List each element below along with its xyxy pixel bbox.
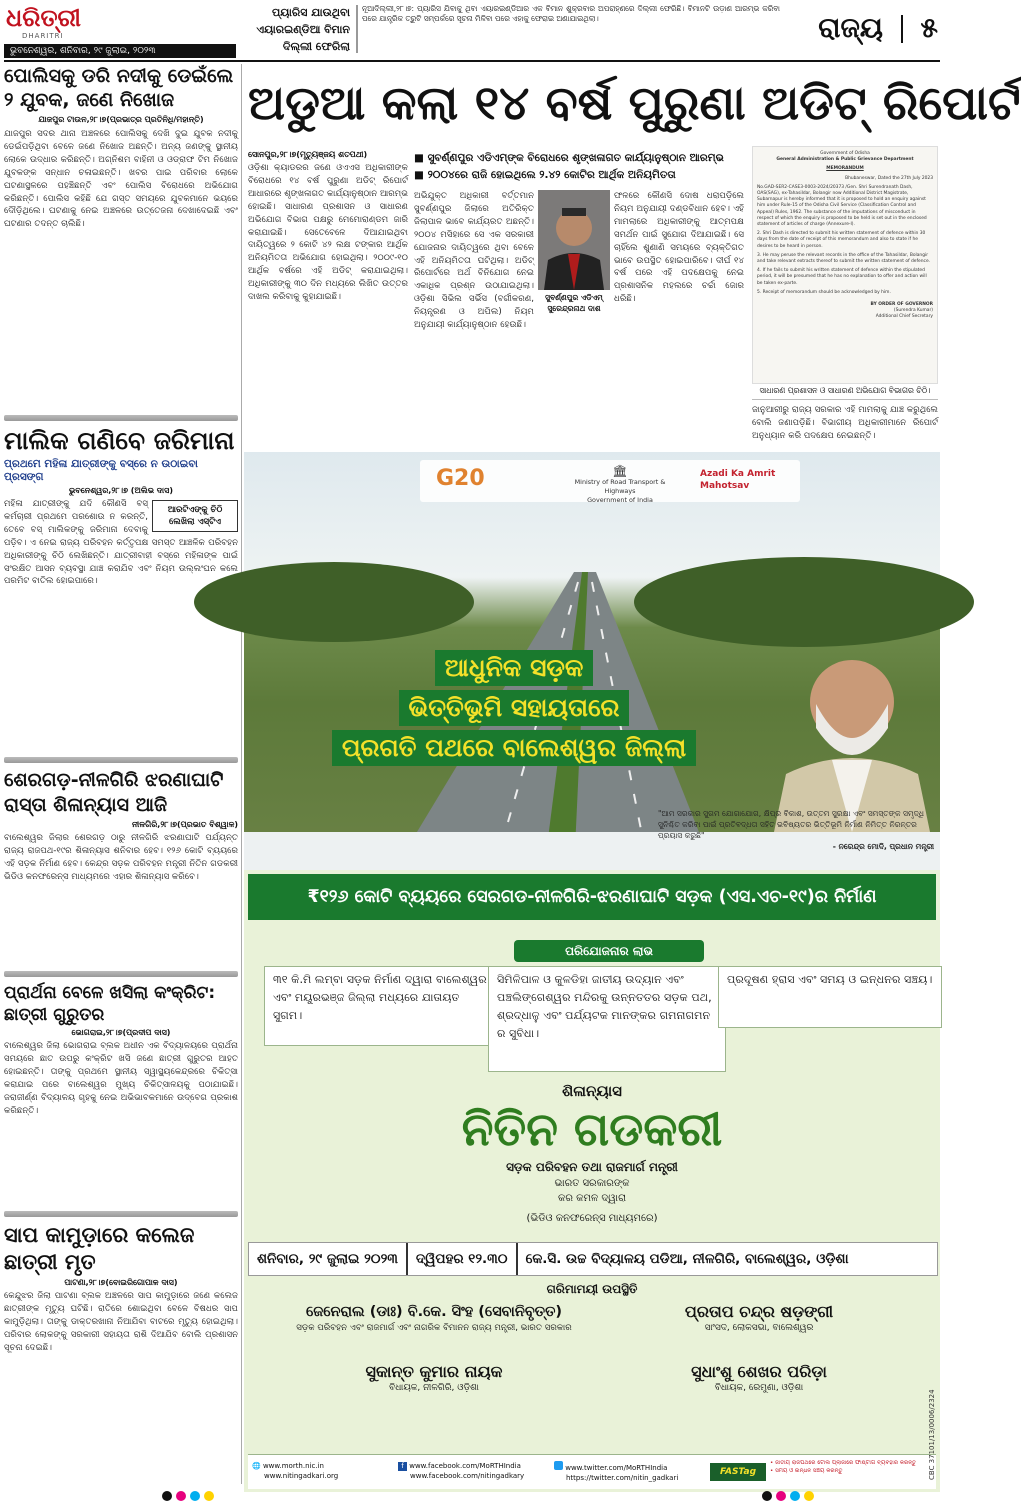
globe-icon: 🌐 <box>252 1462 261 1470</box>
via-video: (ଭିଡିଓ କନଫରେନ୍ସ ମାଧ୍ୟମରେ) <box>526 1213 658 1224</box>
memo-caption: ସାଧାରଣ ପ୍ରଶାସନ ଓ ସାଧାରଣ ଅଭିଯୋଗ ବିଭାଗର ଚିଠି। <box>752 386 938 400</box>
memo-gov: Government of Odisha <box>820 151 870 156</box>
person-photo-icon <box>538 190 610 290</box>
pm-portrait <box>764 632 934 832</box>
benefit-card: ସିମିଳିପାଳ ଓ କୁଳଡିହା ଜାତୀୟ ଉଦ୍ୟାନ ଏବଂ ପଞ୍ଚଲିଙ୍ଗେଶ୍ୱର ମନ୍ଦିରକୁ ଉନ୍ନତତର ସଡ଼କ ପଥ, ଶ୍ରଦ୍ଧାଳୁ ଏବଂ ପର୍ଯ୍ୟଟକ ମାନଙ୍କର ଗମନାଗମନ ର ସୁବିଧା। <box>488 966 726 1072</box>
memo-para: 5. Receipt of memorandum should be acknowledged by him. <box>757 289 891 295</box>
memo-para: 3. He may peruse the relevant records in the office of the Tahasildar, Bolangir and take relevant extracts thereof to submit the written statement of defence. <box>757 252 931 265</box>
story-headline <box>4 768 238 818</box>
guest-card <box>604 1302 914 1352</box>
web-link[interactable]: www.nitingadkari.org <box>264 1472 339 1480</box>
guest-name: ଜେନେରାଲ (ଡାଃ) ବି.କେ. ସିଂହ (ସେବାନିବୃତ୍ତ) <box>305 1304 563 1320</box>
minister-title: ସଡ଼କ ପରିବହନ ତଥା ରାଜମାର୍ଗ ମନ୍ତ୍ରୀ <box>506 1160 678 1174</box>
section-name: ରାଜ୍ୟ <box>818 11 884 44</box>
memo-title: MEMORANDUM <box>826 166 864 172</box>
guest-name: ସୁଧାଂଶୁ ଶେଖର ପରିଡ଼ା <box>691 1362 827 1381</box>
hero-line: ଆଧୁନିକ ସଡ଼କ <box>435 650 594 686</box>
ad-hero <box>244 452 940 870</box>
masthead-logo <box>6 4 106 44</box>
ad-footer <box>248 1454 936 1489</box>
story-dateline: ଭୁବନେଶ୍ୱର,୨୮।୭ (ଅଲିଭ ଦାସ) <box>68 486 174 495</box>
story-dateline: ପାଟଣା,୨୮।୭(ବୋଇରିଗୋପାଳ ଦାସ) <box>64 1278 178 1287</box>
lead-dateline: ସୋନପୁର,୨୮।୭(ମୃତ୍ୟୁଞ୍ଜୟ ଶତପଥୀ) <box>248 150 368 159</box>
quote-author: - ନରେନ୍ଦ୍ର ମୋଦି, ପ୍ରଧାନ ମନ୍ତ୍ରୀ <box>832 842 934 851</box>
benefit-card: ୩୧ କି.ମି ଲମ୍ବା ସଡ଼କ ନିର୍ମାଣ ଦ୍ୱାରା ବାଲେଶ୍ୱର ଏବଂ ମୟୂରଭଞ୍ଜ ଜିଲ୍ଲା ମଧ୍ୟରେ ଯାତାୟତ ସୁଗମ। <box>264 966 496 1046</box>
teaser-body: ନୂଆଦିଲ୍ଲୀ,୨୮।୭: ପ୍ୟାରିସ ଯିବାକୁ ଥିବା ଏୟାରଇଣ୍ଡିଆର ଏକ ବିମାନ ଶୁକ୍ରବାର ଅପରାହ୍ଣରେ ଦିଲ୍ଲୀ ଫେରିଛି। ବିମାନଟି ଉଡ଼ାଣ ଆରମ୍ଭ କରିବା ପରେ ଯାନ୍ତ୍ରିକ ତ୍ରୁଟି ସମ୍ପର୍କରେ ସୂଚନା ମିଳିବା ପରେ ଏହାକୁ ଫେରାଇ ଅଣାଯାଇଥିଲା। <box>362 4 780 24</box>
story-divider <box>4 415 238 421</box>
lead-headline: ଅଡୁଆ କଲା ୧୪ ବର୍ଷ ପୁରୁଣା ଅଡିଟ୍ ରିପୋର୍ଟ <box>248 76 1021 131</box>
fastag-note: • ସମୟ ଓ ଇନ୍ଧନ ସଞ୍ଚୟ କରନ୍ତୁ <box>770 1468 843 1474</box>
ministry-name: Ministry of Road Transport & Highways <box>574 478 666 495</box>
ad-logo-strip <box>420 460 800 502</box>
guest-card <box>274 1302 594 1352</box>
guest-role: ବିଧାୟକ, ରେମୁଣା, ଓଡ଼ିଶା <box>714 1383 804 1393</box>
headline-line: ରାସ୍ତା ଶିଳାନ୍ୟାସ ଆଜି <box>4 794 168 816</box>
lead-kicker: ■ ସୁବର୍ଣ୍ଣପୁର ଏଡିଏମ୍‌ଙ୍କ ବିରୋଧରେ ଶୃଙ୍ଖଳାଗତ କାର୍ଯ୍ୟାନୁଷ୍ଠାନ ଆରମ୍ଭ <box>414 152 724 164</box>
twitter-link[interactable]: www.twitter.com/MoRTHIndia <box>565 1464 668 1472</box>
ad-details <box>244 870 940 1492</box>
memo-para: 4. If he fails to submit his written statement of defence within the stipulated period, it will be presumed that he has no explanation to offer and action will be taken ex-parte. <box>757 268 927 286</box>
facebook-link[interactable]: www.facebook.com/MoRTHIndia <box>409 1462 521 1470</box>
reg-dot <box>762 1491 772 1501</box>
pm-quote <box>658 808 934 862</box>
emblem-icon: 🏛 <box>612 464 628 478</box>
guest-card <box>274 1362 594 1406</box>
story-headline <box>4 64 238 112</box>
teaser-line: ପ୍ୟାରିସ ଯାଉଥିବା <box>272 6 350 19</box>
event-date: ଶନିବାର, ୨୯ ଜୁଲାଇ ୨୦୨୩ <box>249 1243 408 1275</box>
story-headline: ସାପ କାମୁଡ଼ାରେ କଲେଜ ଛାତ୍ରୀ ମୃତ <box>4 1223 195 1274</box>
teaser-line: ଦିଲ୍ଲୀ ଫେରିଲା <box>282 40 350 53</box>
story-body: ବାଲେଶ୍ୱର ଜିଲା ଭୋଗରାଇ ବ୍ଲକ ଅଧୀନ ଏକ ବିଦ୍ୟାଳୟରେ ପ୍ରାର୍ଥନା ସମୟରେ ଛାତ ଉପରୁ କଂକ୍ରିଟ ଖସି ଜଣେ ଛାତ୍ରୀ ଗୁରୁତର ଆହତ ହୋଇଛନ୍ତି। ତାଙ୍କୁ ପ୍ରଥମେ ସ୍ଥାନୀୟ ସ୍ୱାସ୍ଥ୍ୟକେନ୍ଦ୍ରରେ ଚିକିତ୍ସା କରାଯାଇ ପରେ ବାଲେଶ୍ୱର ମୁଖ୍ୟ ଚିକିତ୍ସାଳୟକୁ ପଠାଯାଇଛି। ଜରାଜୀର୍ଣ୍ଣ ବିଦ୍ୟାଳୟ ଗୃହକୁ ନେଇ ଅଭିଭାବକମାନେ ଉଦ୍‌ବେଗ ପ୍ରକାଶ କରିଛନ୍ତି। <box>4 1041 238 1116</box>
reg-dot <box>162 1491 172 1501</box>
event-venue: କେ.ସି. ଉଚ୍ଚ ବିଦ୍ୟାଳୟ ପଡିଆ, ନୀଳଗିରି, ବାଲେଶ୍ୱର, ଓଡ଼ିଶା <box>525 1251 849 1267</box>
memo-order: BY ORDER OF GOVERNOR <box>870 302 933 308</box>
ministry-logo <box>565 464 675 505</box>
story-body: କେନ୍ଦୁଝର ଜିଲା ପାଟଣା ବ୍ଲକ ଅଞ୍ଚଳରେ ସାପ କାମୁଡ଼ାରେ ଜଣେ କଲେଜ ଛାତ୍ରୀଙ୍କ ମୃତ୍ୟୁ ଘଟିଛି। ରାତିରେ ଶୋଇଥିବା ବେଳେ ବିଷଧର ସାପ କାମୁଡ଼ିଥିଲା। ତାଙ୍କୁ ଡାକ୍ତରଖାନା ନିଆଯିବା ବାଟରେ ମୃତ୍ୟୁ ହୋଇଥିଲା। ପରିବାର ଲୋକଙ୍କୁ ସରକାରୀ ସହାୟତା ରାଶି ଦିଆଯିବ ବୋଲି ପ୍ରଶାସନ ସୂଚନା ଦେଇଛି। <box>4 1291 238 1353</box>
adm-photo <box>538 190 610 290</box>
fastag-logo: FASTag <box>710 1463 766 1481</box>
hero-line: ଭିତ୍ତିଭୂମି ସହାୟତାରେ <box>399 690 630 726</box>
story-road-foundation <box>4 768 238 970</box>
event-details-bar <box>248 1242 938 1276</box>
lead-body-col4: ଫଳରେ କୌଣସି ଦୋଷ ଧରାପଡ଼ିଲେ ନିୟମ ଅନୁଯାୟୀ ଦଣ୍ଡବିଧାନ ହେବ। ଏହି ମାମଲାରେ ଅଧିକାରୀଙ୍କୁ ଆତ୍ମପକ୍ଷ ସମର୍ଥନ ପାଇଁ ସୁଯୋଗ ଦିଆଯାଇଛି। ସେ ଚାହିଁଲେ ଶୁଣାଣି ସମୟରେ ବ୍ୟକ୍ତିଗତ ଭାବେ ଉପସ୍ଥିତ ହୋଇପାରିବେ। ଦୀର୍ଘ ୧୪ ବର୍ଷ ପରେ ଏହି ପଦକ୍ଷେପକୁ ନେଇ ପ୍ରଶାସନିକ ମହଲରେ ଚର୍ଚ୍ଚା ଜୋର ଧରିଛି। <box>614 191 744 305</box>
reg-dot <box>804 1491 814 1501</box>
lead-body-col2: ଅଭିଯୁକ୍ତ ଅଧିକାରୀ ବର୍ତ୍ତମାନ ସୁବର୍ଣ୍ଣପୁର ଜିଲାରେ ଅତିରିକ୍ତ ଜିଲାପାଳ ଭାବେ କାର୍ଯ୍ୟରତ ଅଛନ୍ତି। ୨୦୦୪ ମସିହାରେ ସେ ଏକ ସରକାରୀ ଯୋଜନାର ଦାୟିତ୍ୱରେ ଥିବା ବେଳେ ଏହି ଅନିୟମିତତା ଘଟିଥିଲା। ଅଡିଟ୍ ରିପୋର୍ଟରେ ଅର୍ଥ ବିନିଯୋଗ ନେଇ ଏକାଧିକ ପ୍ରଶ୍ନ ଉଠାଯାଇଥିଲା। ଓଡ଼ିଶା ସିଭିଲ ସର୍ଭିସ (ବର୍ଗୀକରଣ, ନିୟନ୍ତ୍ରଣ ଓ ଅପିଲ) ନିୟମ ଅନୁଯାୟୀ କାର୍ଯ୍ୟାନୁଷ୍ଠାନ ହେଉଛି। <box>414 191 534 331</box>
guest-role: ସାଂସଦ, ଲୋକସଭା, ବାଲେଶ୍ୱର <box>704 1323 814 1333</box>
reg-dot <box>776 1491 786 1501</box>
quote-text: "ଆମ ସରକାର ସୁଗମ ଯୋଗାଯୋଗ, କ୍ଷିପ୍ର ବିକାଶ, ଉତ୍ତମ ସୁରକ୍ଷା ଏବଂ ସମସ୍ତଙ୍କ ସମୃଦ୍ଧି ସୁନିଶ୍ଚିତ କରିବା ପାଇଁ ପ୍ରତିବଦ୍ଧତା ସହିତ ଭବିଷ୍ୟତର ଭିତ୍ତିଭୂମି ନିର୍ମାଣ ନିମିତ୍ତ ନିରନ୍ତର ପ୍ରୟାସ କରୁଛି" <box>658 809 925 840</box>
minister-sub1: ଭାରତ ସରକାରଙ୍କ <box>554 1178 630 1189</box>
twitter-link[interactable]: https://twitter.com/nitin_gadkari <box>566 1474 679 1482</box>
memorandum-image <box>752 146 938 384</box>
foundation-block <box>244 1082 940 1227</box>
reg-dot <box>204 1491 214 1501</box>
guests-title: ଗରିମାମୟୀ ଉପସ୍ଥିତି <box>546 1282 638 1296</box>
left-column <box>4 64 238 1490</box>
story-body: ବାଲେଶ୍ୱର ଜିଲାର ଶେରଗଡ଼ ଠାରୁ ନୀଳଗିରି ଝରଣାଘାଟି ପର୍ଯ୍ୟନ୍ତ ରାଜ୍ୟ ରାଜପଥ-୧୯ର ଶିଳାନ୍ୟାସ ଶନିବାର ହେବ। ୧୨୬ କୋଟି ବ୍ୟୟରେ ଏହି ସଡ଼କ ନିର୍ମାଣ ହେବ। କେନ୍ଦ୍ର ସଡ଼କ ପରିବହନ ମନ୍ତ୍ରୀ ନିତିନ ଗଡକରୀ ଭିଡିଓ କନଫରେନ୍ସ ମାଧ୍ୟମରେ ଏହାର ଶିଳାନ୍ୟାସ କରିବେ। <box>4 833 238 882</box>
memo-place-date: Bhubaneswar, Dated the 27th July 2023 <box>845 175 933 181</box>
reg-dot <box>190 1491 200 1501</box>
registration-marks-right <box>760 1486 840 1498</box>
section-divider <box>901 15 903 43</box>
story-concrete-fall <box>4 982 238 1210</box>
column-rule <box>241 64 242 1484</box>
hero-line: ପ୍ରଗତି ପଥରେ ବାଲେଶ୍ୱର ଜିଲ୍ଲା <box>332 730 696 766</box>
foundation-label: ଶିଳାନ୍ୟାସ <box>562 1082 622 1100</box>
benefits-title: ପରିଯୋଜନାର ଲାଭ <box>514 940 704 962</box>
facebook-icon: f <box>398 1462 407 1471</box>
fastag-note: • ଜାତୀୟ ରାଜପଥରେ ଟୋଲ ପ୍ଲାଜାରେ ଫାଷ୍ଟାଗ ବ୍ୟବହାର କରନ୍ତୁ <box>770 1460 917 1466</box>
story-dateline: ନୀଳଗିରି,୨୮।୭(ପ୍ରଭାତ ବିଶ୍ୱାଳ) <box>132 820 238 829</box>
story-divider <box>4 971 238 977</box>
web-link[interactable]: www.morth.nic.in <box>262 1462 324 1470</box>
section-header <box>800 8 938 48</box>
ad-code: CBC 37101/13/0006/2324 <box>928 1389 936 1480</box>
story-dateline: ଭୋଗରାଇ,୨୮।୭(ପ୍ରଦୀପ ଦାସ) <box>71 1028 171 1037</box>
teaser-line: ଏୟାରଇଣ୍ଡିଆ ବିମାନ <box>256 23 350 36</box>
registration-marks-left <box>160 1486 240 1498</box>
guest-card <box>604 1362 914 1406</box>
adm-photo-caption: ସୁବର୍ଣ୍ଣପୁର ଏଡିଏମ୍ ସୁରେନ୍ଦ୍ରନାଥ ଦାଶ <box>545 293 603 313</box>
lead-body-col5: ଜାନୁଆରୀରୁ ରାଜ୍ୟ ସରକାର ଏହି ମାମଲାକୁ ଯାଞ୍ଚ କରୁଥିଲେ ବୋଲି ଜଣାପଡ଼ିଛି। ବିଭାଗୀୟ ଅଧିକାରୀମାନେ ରିପୋର୍ଟ ଅନୁଧ୍ୟାନ କରି ପଦକ୍ଷେପ ନେଇଛନ୍ତି। <box>752 405 938 441</box>
guest-name: ସୁକାନ୍ତ କୁମାର ନାୟକ <box>365 1362 503 1381</box>
minister-sub2: କର କମଳ ଦ୍ୱାରା <box>557 1193 627 1204</box>
azadi-logo: Azadi Ka Amrit Mahotsav <box>700 469 776 491</box>
lead-body-col1: ଓଡ଼ିଶା କ୍ୟାଡରର ଜଣେ ଓଏଏସ ଅଧିକାରୀଙ୍କ ବିରୋଧରେ ୧୪ ବର୍ଷ ପୁରୁଣା ଅଡିଟ୍ ରିପୋର୍ଟ ଆଧାରରେ ଶୃଙ୍ଖଳାଗତ କାର୍ଯ୍ୟାନୁଷ୍ଠାନ ଆରମ୍ଭ ହୋଇଛି। ସାଧାରଣ ପ୍ରଶାସନ ଓ ସାଧାରଣ ଅଭିଯୋଗ ବିଭାଗ ପକ୍ଷରୁ ମେମୋରାଣ୍ଡମ ଜାରି କରାଯାଇଛି। ସେତେବେଳେ ଦିଆଯାଇଥିବା ଦାୟିତ୍ୱରେ ୨ କୋଟି ୪୨ ଲକ୍ଷ ଟଙ୍କାର ଆର୍ଥିକ ଅନିୟମିତତା ଅଭିଯୋଗ ହୋଇଥିଲା। ୨୦୦୯-୧୦ ଆର୍ଥିକ ବର୍ଷରେ ଏହି ଅଡିଟ୍ କରାଯାଇଥିଲା। ଅଧିକାରୀଙ୍କୁ ୩୦ ଦିନ ମଧ୍ୟରେ ଲିଖିତ ଉତ୍ତର ଦାଖଲ କରିବାକୁ କୁହାଯାଇଛି। <box>248 163 408 303</box>
story-headline: ମାଲିକ ଗଣିବେ ଜରିମାନା <box>4 426 235 455</box>
story-body: ମହିଳା ଯାତ୍ରୀଙ୍କୁ ଯଦି କୌଣସି ବସ୍ କର୍ମଚାରୀ ପ୍ରଥମେ ପରଶୋଉ ନ କରନ୍ତି, ତେବେ ବସ୍ ମାଲିକଙ୍କୁ ଜରିମାନା ଦେବାକୁ ପଡ଼ିବ। ଏ ନେଇ ରାଜ୍ୟ ପରିବହନ କର୍ତ୍ତୃପକ୍ଷ ସମସ୍ତ ଆଞ୍ଚଳିକ ପରିବହନ ଅଧିକାରୀଙ୍କୁ ଚିଠି ଲେଖିଛନ୍ତି। ଯାତ୍ରୀବାହୀ ବସ୍‌ରେ ମହିଳାଙ୍କ ପାଇଁ ସଂରକ୍ଷିତ ଆସନ ବ୍ୟବସ୍ଥା ଯାଞ୍ଚ କରାଯିବ ଏବଂ ନିୟମ ଉଲ୍ଲଂଘନ କଲେ ପରମିଟ ବାତିଲ ହୋଇପାରେ। <box>4 499 238 587</box>
headline-line: ପୋଲିସକୁ ଡରି ନଦୀକୁ ଡେଇଁଲେ <box>4 65 234 87</box>
memo-para: 2. Shri Dash is directed to submit his written statement of defence within 30 days from the date of receipt of this memorandum and also to state if he desires to be heard in person. <box>757 231 926 249</box>
footer-web[interactable] <box>252 1461 392 1481</box>
fastag-notes <box>770 1459 930 1475</box>
guest-role: ସଡ଼କ ପରିବହନ ଏବଂ ରାଜମାର୍ଗ ଏବଂ ନାଗରିକ ବିମାନନ ରାଜ୍ୟ ମନ୍ତ୍ରୀ, ଭାରତ ସରକାର <box>296 1323 572 1333</box>
logo-subtext: DHARITRI <box>22 32 64 40</box>
twitter-icon <box>554 1461 563 1470</box>
story-headline: ପ୍ରାର୍ଥନା ବେଳେ ଖସିଲା କଂକ୍ରିଟ: ଛାତ୍ରୀ ଗୁରୁତର <box>4 983 216 1025</box>
ministry-govt: Government of India <box>587 496 653 504</box>
page-number: ୫ <box>920 11 938 44</box>
story-body: ଯାଜପୁର ସଦର ଥାନା ଅଞ୍ଚଳରେ ପୋଲିସକୁ ଦେଖି ଦୁଇ ଯୁବକ ନଦୀକୁ ଡେଇଁପଡ଼ିଥିବା ବେଳେ ଜଣେ ନିଖୋଜ ଅଛନ୍ତି। ଅନ୍ୟ ଜଣଙ୍କୁ ସ୍ଥାନୀୟ ଲୋକେ ଉଦ୍ଧାର କରିଛନ୍ତି। ଅଗ୍ନିଶମ ବାହିନୀ ଓ ଓଡ୍ରାଫ ଟିମ ନିଖୋଜ ଯୁବକଙ୍କ ସନ୍ଧାନ ଚଳାଇଛନ୍ତି। ଖବର ପାଇ ପରିବାର ଲୋକେ ଘଟଣାସ୍ଥଳରେ ପହଞ୍ଚିଛନ୍ତି ଏବଂ ପୋଲିସ ବିରୋଧରେ ଅଭିଯୋଗ କରିଛନ୍ତି। ପୋଲିସ କହିଛି ଯେ ଗସ୍ତ ସମୟରେ ଯୁବକମାନେ ଭୟରେ ଦୌଡ଼ିଥିଲେ। ଘଟଣାକୁ ନେଇ ଅଞ୍ଚଳରେ ଉତ୍ତେଜନା ଦେଖାଦେଇଛି ଏବଂ ଘଟଣାର ତଦନ୍ତ ଚାଲିଛି। <box>4 129 238 230</box>
reg-dot <box>176 1491 186 1501</box>
minister-name: ନିତିନ ଗଡକରୀ <box>461 1102 723 1156</box>
guest-name: ପ୍ରତାପ ଚନ୍ଦ୍ର ଷଡ଼ଙ୍ଗୀ <box>684 1302 834 1321</box>
story-divider <box>4 757 238 763</box>
logo-text: ଧରିତ୍ରୀ <box>6 4 81 32</box>
dateline-bar: ଭୁବନେଶ୍ୱର, ଶନିବାର, ୨୯ ଜୁଲାଇ, ୨୦୨୩ <box>4 44 236 58</box>
kicker-text: ୨୦୦୪ରେ ରାଜି ହୋଇଥିଲେ ୨.୪୨ କୋଟିର ଆର୍ଥିକ ଅନିୟମିତତା <box>427 169 676 181</box>
ad-hero-text <box>304 648 724 768</box>
lead-kicker: ■ ୨୦୦୪ରେ ରାଜି ହୋଇଥିଲେ ୨.୪୨ କୋଟିର ଆର୍ଥିକ ଅନିୟମିତତା <box>414 169 676 181</box>
story-police-river <box>4 64 238 414</box>
story-dateline: ଯାଜପୁର ଟାଉନ,୨୮।୭(ପ୍ରଭାତ୍ର ପ୍ରତିନିଧି/ମହାନ୍ତି) <box>38 115 204 124</box>
benefit-card: ପ୍ରଦୂଷଣ ହ୍ରାସ ଏବଂ ସମୟ ଓ ଇନ୍ଧନର ସଞ୍ଚୟ। <box>718 966 942 1028</box>
masthead-rule <box>4 60 940 62</box>
kicker-text: ସୁବର୍ଣ୍ଣପୁର ଏଡିଏମ୍‌ଙ୍କ ବିରୋଧରେ ଶୃଙ୍ଖଳାଗତ କାର୍ଯ୍ୟାନୁଷ୍ଠାନ ଆରମ୍ଭ <box>427 152 724 164</box>
story-divider <box>4 1211 238 1217</box>
memo-signer: (Surendra Kumar) <box>893 308 933 314</box>
footer-twitter[interactable] <box>554 1461 704 1483</box>
pm-portrait-icon <box>764 632 934 832</box>
story-snakebite <box>4 1222 238 1480</box>
facebook-link[interactable]: www.facebook.com/nitingadkary <box>410 1472 525 1480</box>
guest-role: ବିଧାୟକ, ନୀଳଗିରି, ଓଡ଼ିଶା <box>389 1383 479 1393</box>
story-callout-box: ଆରଟିଏଙ୍କୁ ଚିଠି ଲେଖିଲା ଏସ୍‌ଟିଏ <box>152 500 238 532</box>
teaser-divider <box>356 5 358 53</box>
headline-line: ଶେରଗଡ଼-ନୀଳଗିରି ଝରଣାଘାଟି <box>4 769 224 791</box>
story-subhead: ପ୍ରଥମେ ମହିଳା ଯାତ୍ରୀଙ୍କୁ ବସ୍‌ରେ ନ ଉଠାଇବା ପ୍ରସଙ୍ଗ <box>4 458 198 483</box>
lead-body-col3 <box>538 320 610 448</box>
ad-banner: ₹୧୨୬ କୋଟି ବ୍ୟୟରେ ସେରଗଡ-ନୀଳଗିରି-ଝରଣାଘାଟି ସଡ଼କ (ଏସ.ଏଚ-୧୯)ର ନିର୍ମାଣ <box>248 874 936 920</box>
memo-para: No.GAD-SER2-CASE3-0003-2024/20373 /Gen. Shri Surendranath Dash, OAS(SAG), ex-Tahasildar, Bolangir now Additional District Magistrate, Subarnapur is hereby informed that it is proposed to hold an enquiry against him under Rule-15 of the Odisha Civil Service (Classification Control and Appeal) Rules, 1962. The substance of the imputations of misconduct in respect of which the enquiry is proposed to be held is set out in the enclosed statement of articles of charge (Annexure-I). <box>757 184 927 228</box>
memo-dept: General Administration & Public Grievance Department <box>776 157 914 163</box>
reg-dot <box>790 1491 800 1501</box>
teaser-headline <box>250 4 350 56</box>
g20-logo: G20 <box>436 466 485 491</box>
lead-kickers <box>414 150 744 186</box>
memo-signer-title: Additional Chief Secretary <box>875 314 933 320</box>
event-time: ଦ୍ୱିପହର ୧୨.୩୦ <box>408 1243 518 1275</box>
headline-line: ୨ ଯୁବକ, ଜଣେ ନିଖୋଜ <box>4 89 175 111</box>
footer-facebook[interactable] <box>398 1461 548 1481</box>
